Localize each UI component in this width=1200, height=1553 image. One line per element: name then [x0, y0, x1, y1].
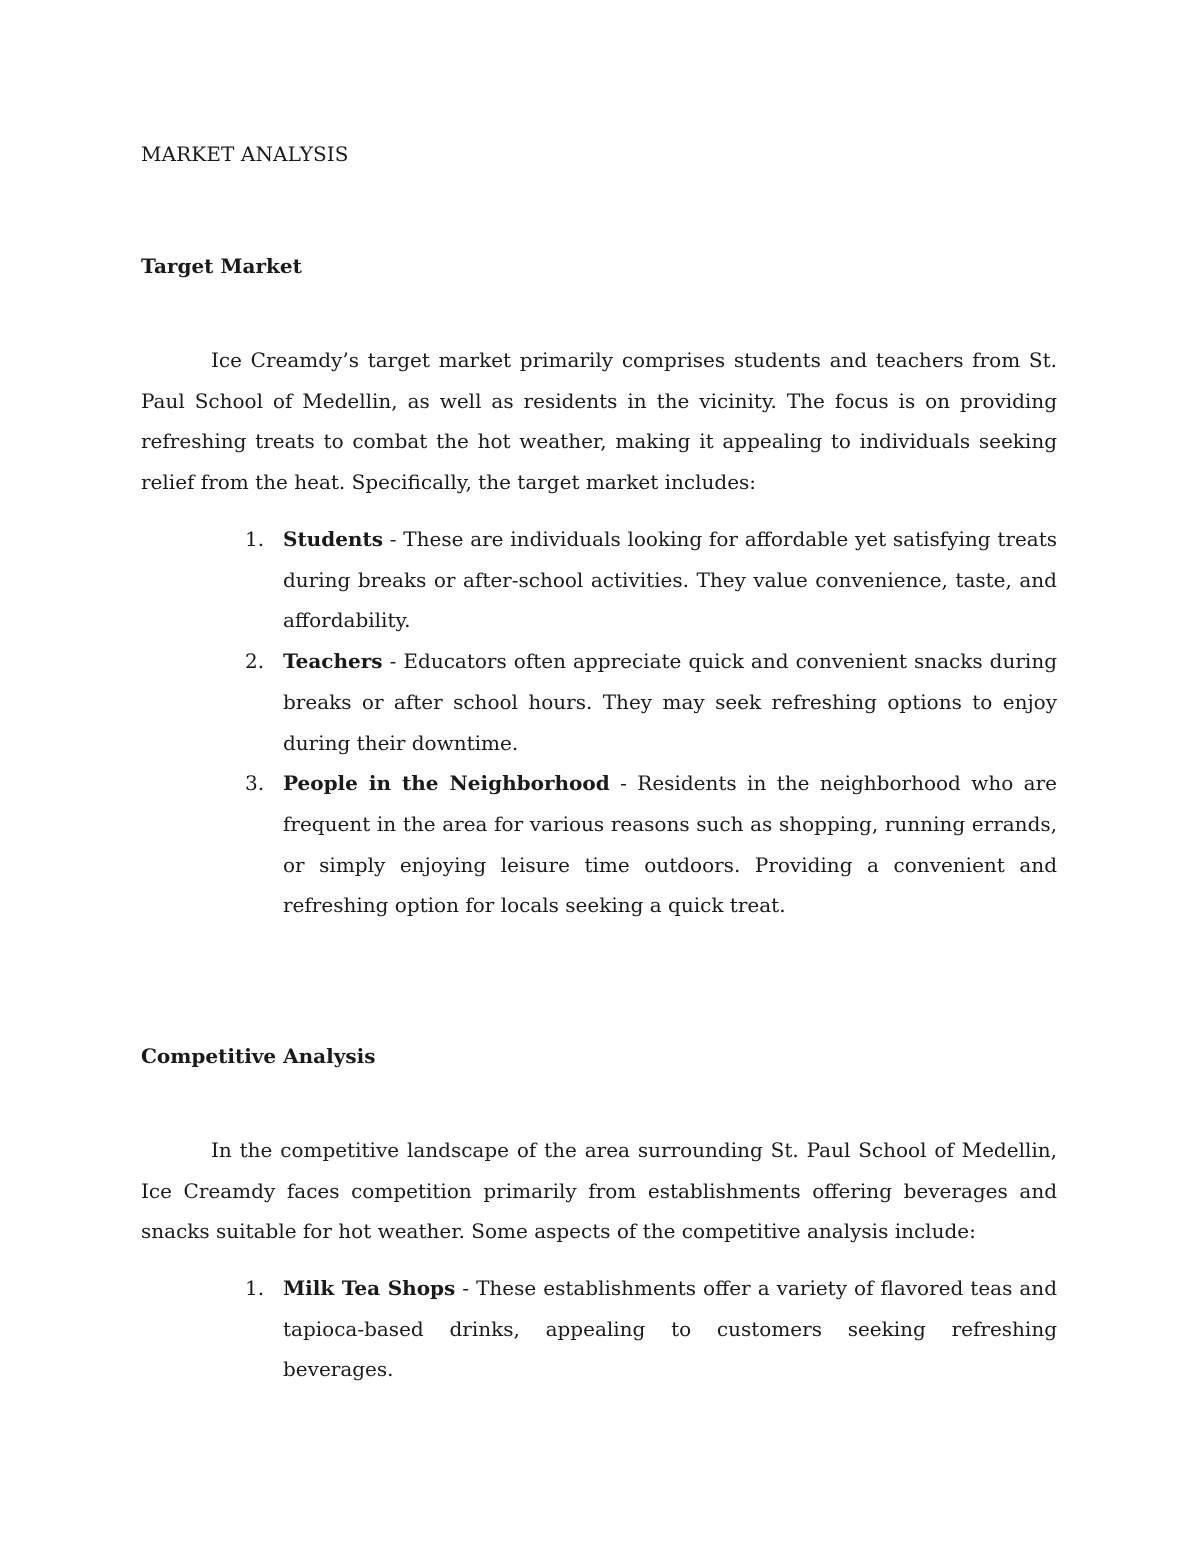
list-item: [0, 763, 1200, 926]
list-item-number: 3.: [245, 771, 265, 796]
list-item-description: - These establishments offer a variety of flavored teas and tapioca-based drinks, appealing to customers seeking refreshing beverages.: [283, 1276, 1057, 1382]
list-item-term: Milk Tea Shops: [283, 1276, 456, 1300]
list-item-body: [283, 519, 1057, 641]
list-item-description: - Residents in the neighborhood who are frequent in the area for various reasons such as shopping, running errands, or simply enjoying leisure time outdoors. Providing a convenient and refreshing option for locals seeking a quick treat.: [283, 771, 1057, 918]
list-item-term: Teachers: [283, 649, 383, 674]
list-item-description: - These are individuals looking for affordable yet satisfying treats during breaks or after-school activities. They value convenience, taste, and affordability.: [283, 527, 1057, 633]
document-title: MARKET ANALYSIS: [141, 142, 349, 166]
list-item-term: People in the Neighborhood: [283, 771, 610, 796]
list-item: [0, 641, 1200, 763]
list-item-body: [283, 763, 1057, 926]
list-item-body: [283, 1268, 1057, 1390]
list-item-number: 1.: [245, 1276, 265, 1300]
section-heading-target-market: Target Market: [141, 254, 302, 278]
list-item-description: - Educators often appreciate quick and convenient snacks during breaks or after school hours. They may seek refreshing options to enjoy during their downtime.: [283, 649, 1057, 755]
list-item-body: [283, 641, 1057, 763]
list-item: [0, 1268, 1200, 1390]
competitive-analysis-list: [0, 1268, 1200, 1390]
list-item-term: Students: [283, 527, 383, 551]
target-market-intro-paragraph: Ice Creamdy’s target market primarily comprises students and teachers from St. Paul School of Medellin, as well as residents in the vicinity. The focus is on providing refreshing treats to combat the hot weather, making it appealing to individuals seeking relief from the heat. Specifically, the target market includes:: [141, 348, 1057, 495]
list-item: [0, 519, 1200, 641]
section-heading-competitive-analysis: Competitive Analysis: [141, 1044, 376, 1068]
list-item-number: 1.: [245, 527, 265, 551]
target-market-list: [0, 519, 1200, 926]
list-item-number: 2.: [245, 649, 265, 674]
competitive-analysis-intro-paragraph: In the competitive landscape of the area surrounding St. Paul School of Medellin, Ice Creamdy faces competition primarily from establishments offering beverages and snacks suitable for hot weather. Some aspects of the competitive analysis include:: [141, 1138, 1057, 1244]
